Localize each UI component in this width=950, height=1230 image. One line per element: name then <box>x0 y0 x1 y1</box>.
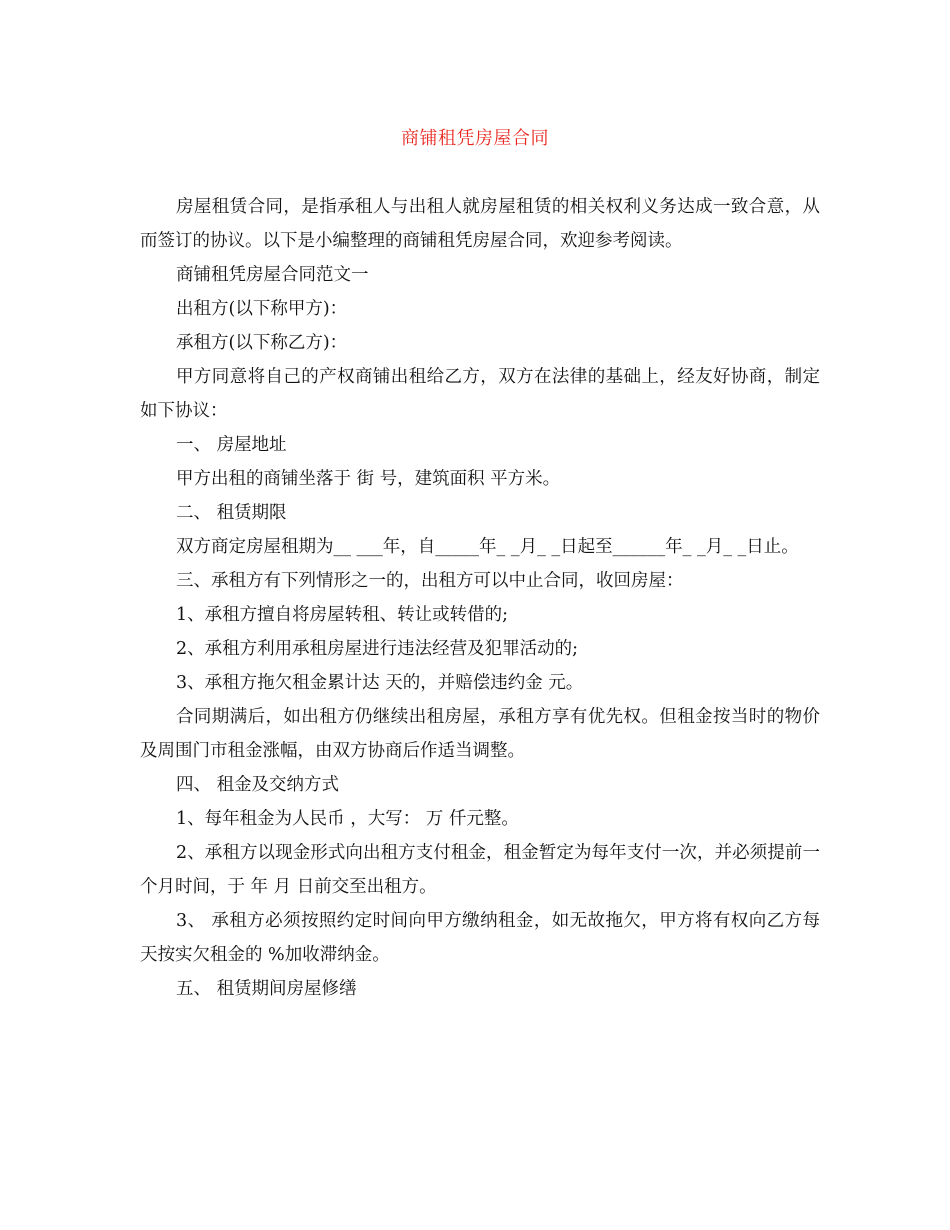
section-heading-address: 一、 房屋地址 <box>176 435 287 455</box>
paragraph-agreement: 甲方同意将自己的产权商铺出租给乙方，双方在法律的基础上，经友好协商，制定如下协议： <box>140 367 820 421</box>
paragraph-sample-heading: 商铺租凭房屋合同范文一 <box>176 265 369 285</box>
paragraph-term: 双方商定房屋租期为__ ___年，自_____年_ _月_ _日起至______年_ _月_ _日止。 <box>176 537 799 557</box>
document-body <box>140 190 820 1006</box>
section-heading-termination: 三、承租方有下列情形之一的，出租方可以中止合同，收回房屋： <box>176 571 684 591</box>
section-heading-rent: 四、 租金及交纳方式 <box>176 775 340 795</box>
list-item-illegal-use: 2、承租方利用承租房屋进行违法经营及犯罪活动的; <box>176 639 579 659</box>
document-title: 商铺租凭房屋合同 <box>401 128 549 149</box>
paragraph-lessor: 出租方(以下称甲方)： <box>176 299 348 319</box>
list-item-annual-rent: 1、每年租金为人民币 ，大写： 万 仟元整。 <box>176 809 519 829</box>
list-item-payment-method: 2、承租方以现金形式向出租方支付租金，租金暂定为每年支付一次，并必须提前一个月时间，于 年 月 日前交至出租方。 <box>140 843 820 897</box>
section-heading-repairs: 五、 租赁期间房屋修缮 <box>176 979 357 999</box>
list-item-sublet: 1、承租方擅自将房屋转租、转让或转借的; <box>176 605 509 625</box>
list-item-arrears: 3、承租方拖欠租金累计达 天的，并赔偿违约金 元。 <box>176 673 584 693</box>
section-heading-term: 二、 租赁期限 <box>176 503 287 523</box>
list-item-late-fee: 3、 承租方必须按照约定时间向甲方缴纳租金，如无故拖欠，甲方将有权向乙方每天按实欠租金的 %加收滞纳金。 <box>140 911 820 965</box>
paragraph-renewal: 合同期满后，如出租方仍继续出租房屋，承租方享有优先权。但租金按当时的物价及周围门市租金涨幅，由双方协商后作适当调整。 <box>140 707 820 761</box>
paragraph-intro: 房屋租赁合同，是指承租人与出租人就房屋租赁的相关权利义务达成一致合意，从而签订的协议。以下是小编整理的商铺租凭房屋合同，欢迎参考阅读。 <box>140 197 820 251</box>
paragraph-address: 甲方出租的商铺坐落于 街 号，建筑面积 平方米。 <box>176 469 561 489</box>
paragraph-lessee: 承租方(以下称乙方)： <box>176 333 348 353</box>
